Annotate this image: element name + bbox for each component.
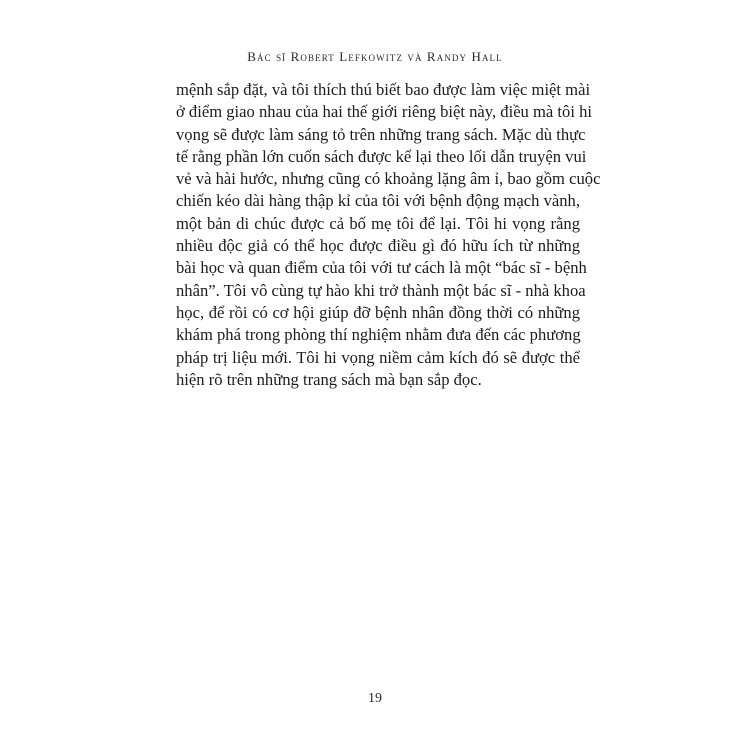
text-line: bài học và quan điểm của tôi với tư cách là một “bác sĩ - bệnh	[176, 258, 587, 278]
text-line: vọng sẽ được làm sáng tỏ trên những trang sách. Mặc dù thực	[176, 124, 586, 144]
text-line: học, để rồi có cơ hội giúp đỡ bệnh nhân đồng thời có những	[176, 302, 580, 322]
page-number: 19	[368, 691, 382, 706]
text-line: khám phá trong phòng thí nghiệm nhằm đưa đến các phương	[176, 325, 581, 345]
text-line: hiện rõ trên những trang sách mà bạn sắp đọc.	[176, 369, 482, 389]
text-line: mệnh sắp đặt, và tôi thích thú biết bao được làm việc miệt mài	[176, 80, 591, 99]
text-line: vẻ và hài hước, nhưng cũng có khoảng lặng âm ỉ, bao gồm cuộc	[176, 169, 601, 189]
text-line: nhiều độc giả có thể học được điều gì đó hữu ích từ những	[176, 236, 580, 256]
text-line: nhân”. Tôi vô cùng tự hào khi trở thành một bác sĩ - nhà khoa	[176, 280, 586, 300]
body-paragraph	[176, 79, 601, 391]
running-header: Bác sĩ Robert Lefkowitz và Randy Hall	[247, 49, 503, 64]
text-line: một bản di chúc được cả bố mẹ tôi để lại. Tôi hi vọng rằng	[176, 213, 580, 233]
text-line: chiến kéo dài hàng thập kỉ của tôi với bệnh động mạch vành,	[176, 191, 580, 211]
text-line: ở điểm giao nhau của hai thế giới riêng biệt này, điều mà tôi hi	[176, 102, 592, 122]
text-line: tế rằng phần lớn cuốn sách được kể lại theo lối dẫn truyện vui	[176, 146, 587, 166]
text-line: pháp trị liệu mới. Tôi hi vọng niềm cảm kích đó sẽ được thể	[176, 347, 580, 367]
